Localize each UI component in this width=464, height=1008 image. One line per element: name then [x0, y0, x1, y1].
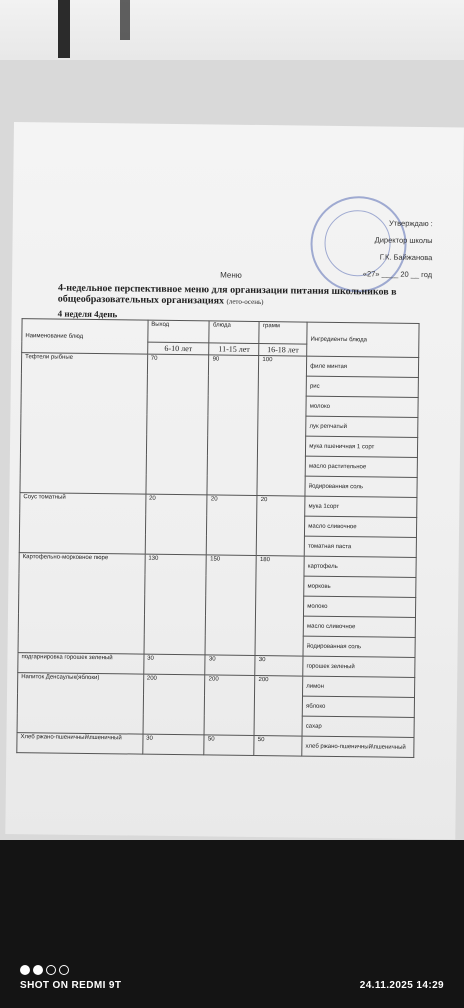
- header-age-3: 16-18 лет: [259, 344, 307, 357]
- menu-label: Меню: [220, 270, 242, 280]
- camera-dots: [20, 962, 72, 980]
- dish-amount-11-15: 150: [205, 555, 256, 656]
- ingredient-cell: лимон: [303, 676, 415, 697]
- dish-name: Соус томатный: [19, 493, 145, 555]
- ingredient-cell: йодированная соль: [303, 636, 415, 657]
- ingredient-cell: томатная паста: [304, 536, 416, 557]
- camera-datetime: 24.11.2025 14:29: [359, 980, 444, 991]
- ingredient-cell: хлеб ржано-пшеничный\пшеничный: [302, 736, 414, 757]
- ingredient-cell: горошек зеленый: [303, 656, 415, 677]
- ingredient-cell: картофель: [304, 556, 416, 577]
- approval-line-1: Утверждаю :: [388, 218, 433, 229]
- background-frame-secondary: [120, 0, 130, 40]
- approval-line-2: Директор школы: [374, 235, 433, 246]
- dish-amount-16-18: 20: [257, 495, 306, 556]
- ingredient-cell: мука пшеничная 1 сорт: [306, 436, 418, 457]
- ingredient-cell: мука 1сорт: [305, 496, 417, 517]
- dish-amount-6-10: 30: [143, 654, 205, 675]
- dish-name: Картофельно-морковное пюре: [18, 553, 145, 655]
- ring-icon: [59, 965, 69, 975]
- table-row: [20, 493, 417, 518]
- dot-icon: [20, 965, 30, 975]
- ingredient-cell: масло сливочное: [303, 616, 415, 637]
- dish-amount-16-18: 100: [257, 356, 307, 497]
- header-output: Выход: [148, 320, 210, 343]
- dish-name: Напиток Денсаулык(яблоки): [17, 673, 143, 735]
- dish-name: Тефтели рыбные: [20, 353, 147, 495]
- table-row: [18, 673, 415, 698]
- approval-line-3: Г.К. Байжанова: [379, 252, 433, 263]
- approval-date: «27» ____ 20 __ год: [362, 269, 433, 280]
- ingredient-cell: йодированная соль: [305, 476, 417, 497]
- header-ingredients: Ингредиенты блюда: [307, 322, 419, 357]
- approval-block: [363, 214, 433, 283]
- dish-amount-16-18: 50: [254, 735, 302, 756]
- dish-name: Хлеб ржано-пшеничный\пшеничный: [17, 733, 143, 755]
- header-gram: грамм: [259, 322, 307, 345]
- dish-amount-6-10: 30: [142, 734, 204, 755]
- table-row: [19, 553, 416, 578]
- dish-amount-6-10: 130: [144, 554, 207, 655]
- table-row: [21, 353, 418, 378]
- ingredient-cell: филе минтая: [307, 356, 419, 377]
- dish-amount-16-18: 180: [255, 555, 304, 656]
- header-age-1: 6-10 лет: [147, 342, 209, 355]
- header-age-2: 11-15 лет: [209, 343, 259, 356]
- ingredient-cell: масло растительное: [305, 456, 417, 477]
- ring-icon: [46, 965, 56, 975]
- document-title: [58, 283, 453, 311]
- header-name: Наименование блюд: [22, 319, 148, 355]
- dish-amount-11-15: 50: [204, 735, 254, 756]
- menu-table-body: [17, 353, 419, 758]
- ingredient-cell: молоко: [306, 396, 418, 417]
- dish-amount-6-10: 20: [145, 494, 208, 555]
- title-text: 4-недельное перспективное меню для организации питания школьников в общеобразовательных организациях: [57, 282, 397, 307]
- ingredient-cell: рис: [306, 376, 418, 397]
- menu-table: [16, 318, 419, 758]
- ingredient-cell: лук репчатый: [306, 416, 418, 437]
- dish-amount-6-10: 70: [146, 354, 209, 495]
- ingredient-cell: масло сливочное: [305, 516, 417, 537]
- ingredient-cell: сахар: [302, 716, 414, 737]
- season-label: (лето-осень): [226, 297, 264, 307]
- ingredient-cell: яблоко: [302, 696, 414, 717]
- table-row: [17, 733, 414, 758]
- dish-amount-11-15: 20: [207, 495, 258, 556]
- camera-watermark: SHOT ON REDMI 9T: [20, 980, 122, 991]
- ingredient-cell: молоко: [304, 596, 416, 617]
- dish-amount-11-15: 90: [207, 355, 259, 496]
- background-frame: [58, 0, 70, 58]
- dot-icon: [33, 965, 43, 975]
- dish-name: подгарнировка горошек зеленый: [18, 653, 144, 675]
- week-day-label: 4 неделя 4день: [57, 308, 118, 320]
- dish-amount-11-15: 200: [204, 675, 255, 736]
- dish-amount-6-10: 200: [143, 674, 206, 735]
- dish-amount-16-18: 200: [254, 675, 303, 736]
- header-dish: блюда: [209, 321, 259, 344]
- menu-document: [5, 122, 464, 839]
- dish-amount-11-15: 30: [205, 655, 255, 676]
- dish-amount-16-18: 30: [255, 655, 303, 676]
- ingredient-cell: морковь: [304, 576, 416, 597]
